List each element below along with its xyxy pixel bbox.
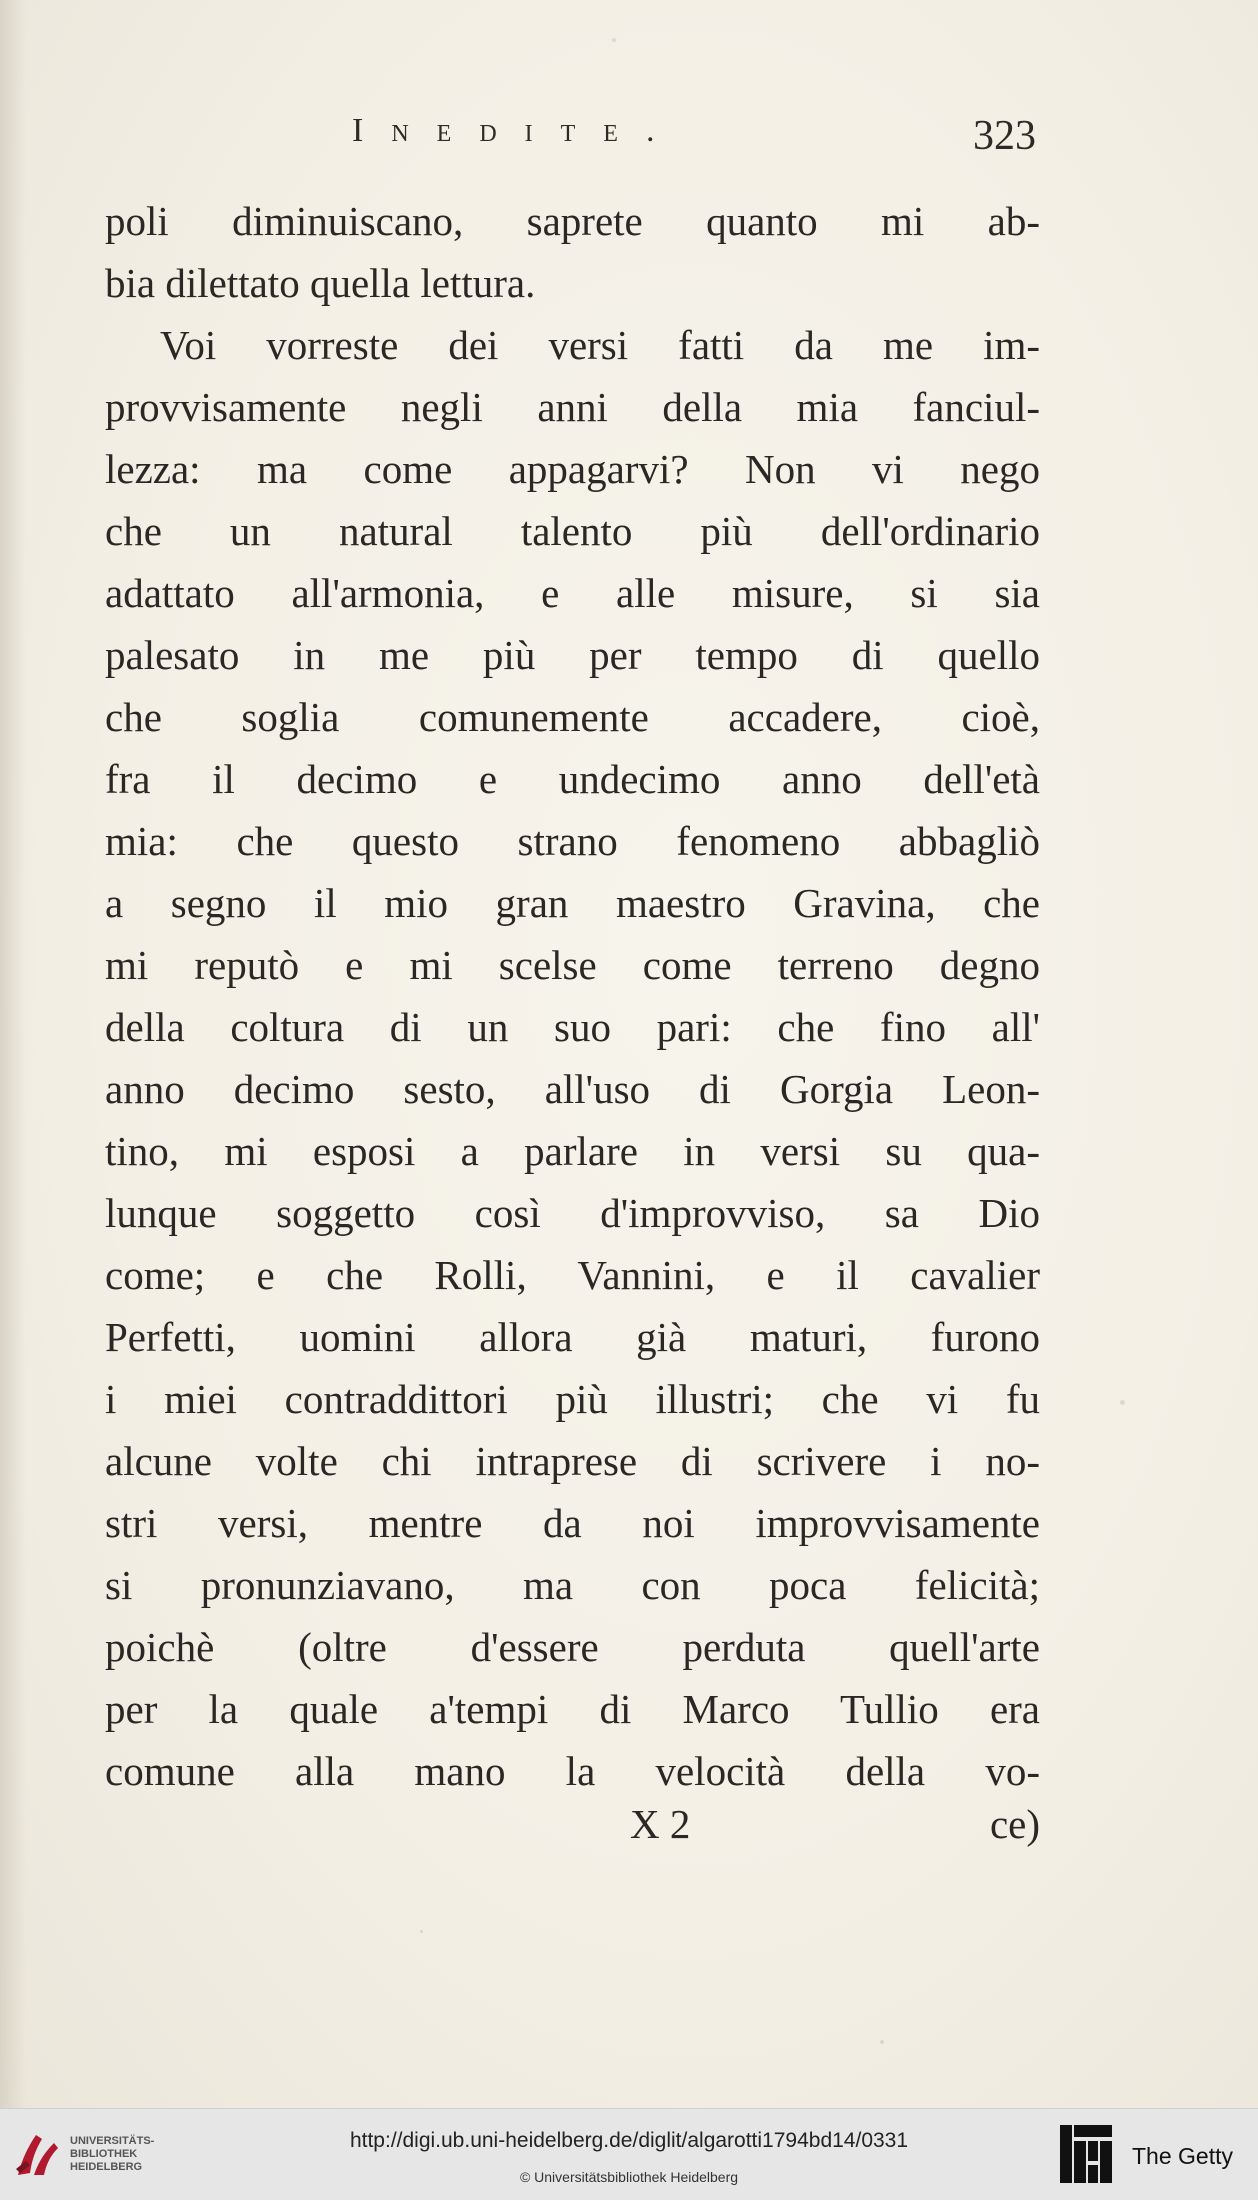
signature-mark: X 2 <box>630 1801 691 1847</box>
running-head: Inedite. <box>352 112 683 149</box>
text-line: i miei contraddittori più illustri; che vi fu <box>105 1376 1040 1422</box>
page-fold-shadow <box>0 0 26 2108</box>
page-footer-row <box>105 1800 1040 1860</box>
text-line: mi reputò e mi scelse come terreno degno <box>105 942 1040 988</box>
library-name-line: HEIDELBERG <box>70 2161 143 2173</box>
footer-bar <box>0 2108 1258 2200</box>
permalink-url[interactable]: http://digi.ub.uni-heidelberg.de/diglit/algarotti1794bd14/0331 <box>349 2129 909 2152</box>
text-line: bia dilettato quella lettura. <box>105 260 536 306</box>
text-line: che soglia comunemente accadere, cioè, <box>105 694 1040 740</box>
text-line: alcune volte chi intraprese di scrivere i no- <box>105 1438 1040 1484</box>
copyright-notice: © Universitätsbibliothek Heidelberg <box>519 2169 739 2185</box>
text-line: che un natural talento più dell'ordinario <box>105 508 1040 554</box>
text-line: come; e che Rolli, Vannini, e il cavalier <box>105 1252 1040 1298</box>
text-line: stri versi, mentre da noi improvvisamente <box>105 1500 1040 1546</box>
text-line: fra il decimo e undecimo anno dell'età <box>105 756 1040 802</box>
text-line: poichè (oltre d'essere perduta quell'arte <box>105 1624 1040 1670</box>
library-name-line: BIBLIOTHEK <box>70 2148 138 2160</box>
paper-speck <box>1120 1400 1125 1405</box>
text-line: tino, mi esposi a parlare in versi su qua- <box>105 1128 1040 1174</box>
partner-name[interactable]: The Getty <box>1132 2143 1233 2169</box>
text-line: lezza: ma come appagarvi? Non vi nego <box>105 446 1040 492</box>
text-line: si pronunziavano, ma con poca felicità; <box>105 1562 1040 1608</box>
catchword: ce) <box>989 1801 1040 1847</box>
page-number: 323 <box>973 113 1036 159</box>
library-name-line: UNIVERSITÄTS- <box>70 2135 155 2147</box>
paper-speck <box>612 38 616 42</box>
text-line: per la quale a'tempi di Marco Tullio era <box>105 1686 1040 1732</box>
text-line: Perfetti, uomini allora già maturi, furono <box>105 1314 1040 1360</box>
text-line: lunque soggetto così d'improvviso, sa Dio <box>105 1190 1040 1236</box>
getty-logo-icon <box>1058 2123 1114 2185</box>
text-line: provvisamente negli anni della mia fanciul- <box>105 384 1040 430</box>
text-line: mia: che questo strano fenomeno abbagliò <box>105 818 1040 864</box>
paper-speck <box>880 2040 884 2044</box>
text-line: anno decimo sesto, all'uso di Gorgia Leon- <box>105 1066 1040 1112</box>
text-line: poli diminuiscano, saprete quanto mi ab- <box>105 198 1040 244</box>
paper-speck <box>420 1930 423 1933</box>
text-line: palesato in me più per tempo di quello <box>105 632 1040 678</box>
body-text <box>105 190 1040 1802</box>
text-line: Voi vorreste dei versi fatti da me im- <box>160 322 1040 368</box>
text-line: della coltura di un suo pari: che fino all' <box>105 1004 1040 1050</box>
text-line: comune alla mano la velocità della vo- <box>105 1748 1040 1794</box>
text-line: adattato all'armonia, e alle misure, si sia <box>105 570 1040 616</box>
text-line: a segno il mio gran maestro Gravina, che <box>105 880 1040 926</box>
